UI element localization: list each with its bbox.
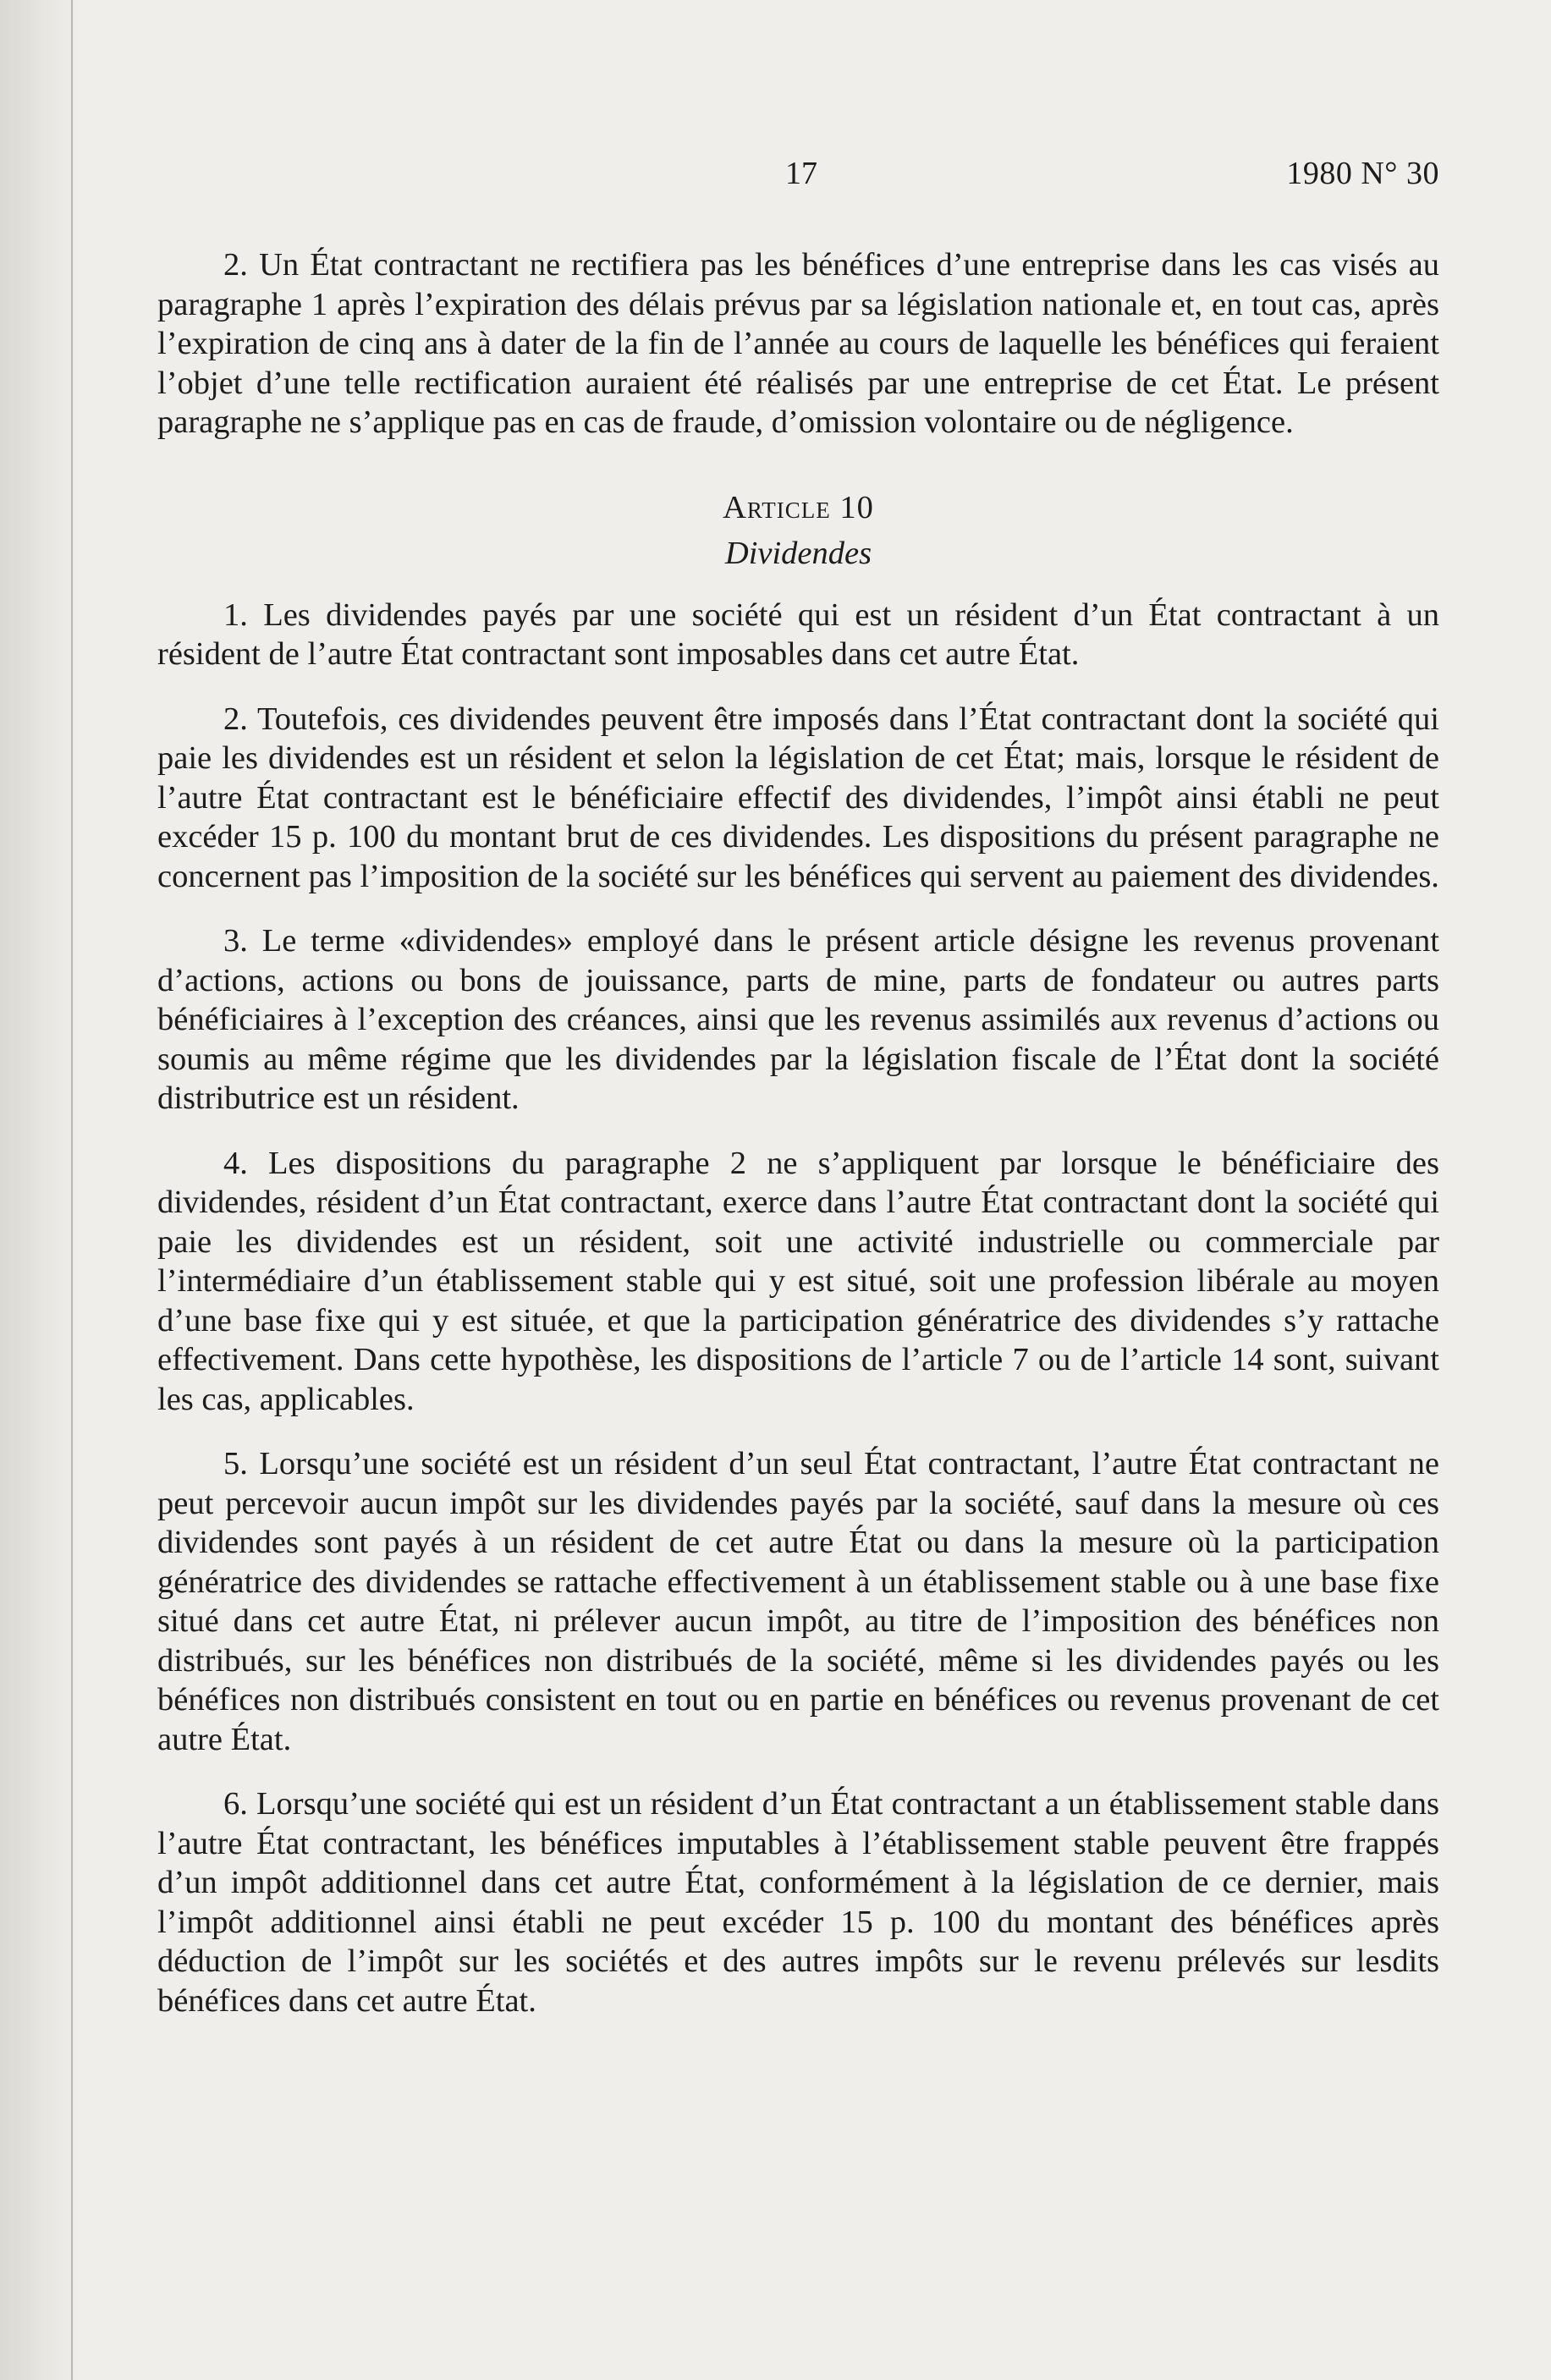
page-number: 17 (785, 156, 817, 191)
issue-reference: 1980 N° 30 (1286, 156, 1439, 191)
paragraph-4: 4. Les dispositions du paragraphe 2 ne s’appliquent par lorsque le bénéficiaire des dividendes, résident d’un État contractant, exerce dans l’autre État contractant dont la société qui paie les dividendes est un résident, soit une activité industrielle ou commerciale par l’intermédiaire d’un établissement stable qui y est situé, soit une profession libérale au moyen d’une base fixe qui y est située, et que la participation génératrice des dividendes s’y rattache effectivement. Dans cette hypothèse, les dispositions de l’article 7 ou de l’article 14 sont, suivant les cas, applicables. (157, 1145, 1439, 1417)
article-heading: Article 10 (723, 489, 874, 525)
paragraph-1: 1. Les dividendes payés par une société qui est un résident d’un État contractant à un résident de l’autre État contractant sont imposables dans cet autre État. (157, 596, 1439, 672)
paragraph-2: 2. Toutefois, ces dividendes peuvent être imposés dans l’État contractant dont la société qui paie les dividendes est un résident et selon la législation de cet État; mais, lorsque le résident de l’autre État contractant est le bénéficiaire effectif des dividendes, l’impôt ainsi établi ne peut excéder 15 p. 100 du montant brut de ces dividendes. Les dispositions du présent paragraphe ne concernent pas l’imposition de la société sur les bénéfices qui servent au paiement des dividendes. (157, 701, 1439, 894)
page-header (0, 155, 1551, 202)
paragraph-5: 5. Lorsqu’une société est un résident d’un seul État contractant, l’autre État contractant ne peut percevoir aucun impôt sur les dividendes payés par la société, sauf dans la mesure où ces dividendes sont payés à un résident de cet autre État ou dans la mesure où la participation génératrice des dividendes se rattache effectivement à un établissement stable ou à une base fixe situé dans cet autre État, ni prélever aucun impôt, au titre de l’imposition des bénéfices non distribués, sur les bénéfices non distribués de la société, même si les dividendes payés ou les bénéfices non distribués consistent en tout ou en partie en bénéfices ou revenus provenant de cet autre État. (157, 1446, 1439, 1757)
paragraph-6: 6. Lorsqu’une société qui est un résident d’un État contractant a un établissement stable dans l’autre État contractant, les bénéfices imputables à l’établissement stable peuvent être frappés d’un impôt additionnel dans cet autre État, conformément à la législation de ce dernier, mais l’impôt additionnel ainsi établi ne peut excéder 15 p. 100 du montant des bénéfices après déduction de l’impôt sur les sociétés et des autres impôts sur le revenu prélevés sur lesdits bénéfices dans cet autre État. (157, 1786, 1439, 2019)
page-spine-shadow (0, 0, 81, 2380)
binding-edge-line (71, 0, 73, 2380)
paragraph-article-9-2: 2. Un État contractant ne rectifiera pas les bénéfices d’une entreprise dans les cas visés au paragraphe 1 après l’expiration des délais prévus par sa législation nationale et, en tout cas, après l’expiration de cinq ans à dater de la fin de l’année au cours de laquelle les bénéfices qui feraient l’objet d’une telle rectification auraient été réalisés par une entreprise de cet État. Le présent paragraphe ne s’applique pas en cas de fraude, d’omission volontaire ou de négligence. (157, 247, 1439, 440)
page-body (157, 245, 1439, 2020)
article-subtitle: Dividendes (724, 536, 872, 571)
paragraph-3: 3. Le terme «dividendes» employé dans le présent article désigne les revenus provenant d’actions, actions ou bons de jouissance, parts de mine, parts de fondateur ou autres parts bénéficiaires à l’exception des créances, ainsi que les revenus assimilés aux revenus d’actions ou soumis au même régime que les dividendes par la législation fiscale de l’État dont la société distributrice est un résident. (157, 923, 1439, 1116)
